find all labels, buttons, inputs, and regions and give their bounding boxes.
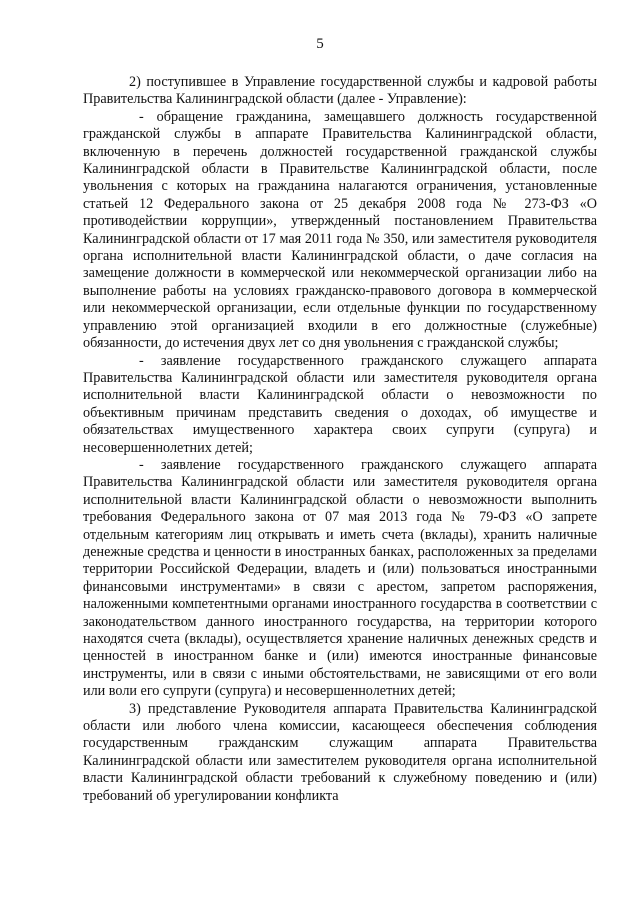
document-body xyxy=(83,74,597,805)
paragraph-foreign-accounts-application: - заявление государственного гражданского служащего аппарата Правительства Калининградской области или заместителя руководителя органа исполнительной власти Калининградской области о невозможности выполнить требования Федерального закона от 07 мая 2013 года № 79-ФЗ «О запрете отдельным категориям лиц открывать и иметь счета (вклады), хранить наличные денежные средства и ценности в иностранных банках, расположенных за пределами территории Российской Федерации, владеть и (или) пользоваться иностранными финансовыми инструментами» в связи с арестом, запретом распоряжения, наложенными компетентными органами иностранного государства в соответствии с законодательством данного иностранного государства, на территории которого находятся счета (вклады), осуществляется хранение наличных денежных средств и ценностей в иностранном банке и (или) имеются иностранные финансовые инструменты, или в связи с иными обстоятельствами, не зависящими от его воли или воли его супруги (супруга) и несовершеннолетних детей; xyxy=(83,456,597,700)
paragraph-citizen-appeal: - обращение гражданина, замещавшего должность государственной гражданской службы в аппарате Правительства Калининградской области, включенную в перечень должностей государственной гражданской службы Калининградской области в Правительстве Калининградской области, после увольнения с которых на гражданина налагаются ограничения, установленные статьей 12 Федерального закона от 25 декабря 2008 года № 273-ФЗ «О противодействии коррупции», утвержденный постановлением Правительства Калининградской области от 17 мая 2011 года № 350, или заместителя руководителя органа исполнительной власти Калининградской области, о даче согласия на замещение должности в коммерческой или некоммерческой организации либо на выполнение работы на условиях гражданско-правового договора в коммерческой или некоммерческой организации, если отдельные функции по государственному управлению этой организацией входили в его должностные (служебные) обязанности, до истечения двух лет со дня увольнения с гражданской службы; xyxy=(83,108,597,352)
paragraph-item-2: 2) поступившее в Управление государственной службы и кадровой работы Правительства Калининградской области (далее - Управление): xyxy=(83,74,597,108)
paragraph-item-3: 3) представление Руководителя аппарата Правительства Калининградской области или любого члена комиссии, касающееся обеспечения соблюдения государственным гражданским служащим аппарата Правительства Калининградской области или заместителем руководителя органа исполнительной власти Калининградской области требований к служебному поведению и (или) требований об урегулировании конфликта xyxy=(83,700,597,804)
page-number: 5 xyxy=(316,36,324,52)
paragraph-income-statement-application: - заявление государственного гражданского служащего аппарата Правительства Калининградской области или заместителя руководителя органа исполнительной власти Калининградской области о невозможности по объективным причинам представить сведения о доходах, об имуществе и обязательствах имущественного характера своих супруги (супруга) и несовершеннолетних детей; xyxy=(83,352,597,456)
